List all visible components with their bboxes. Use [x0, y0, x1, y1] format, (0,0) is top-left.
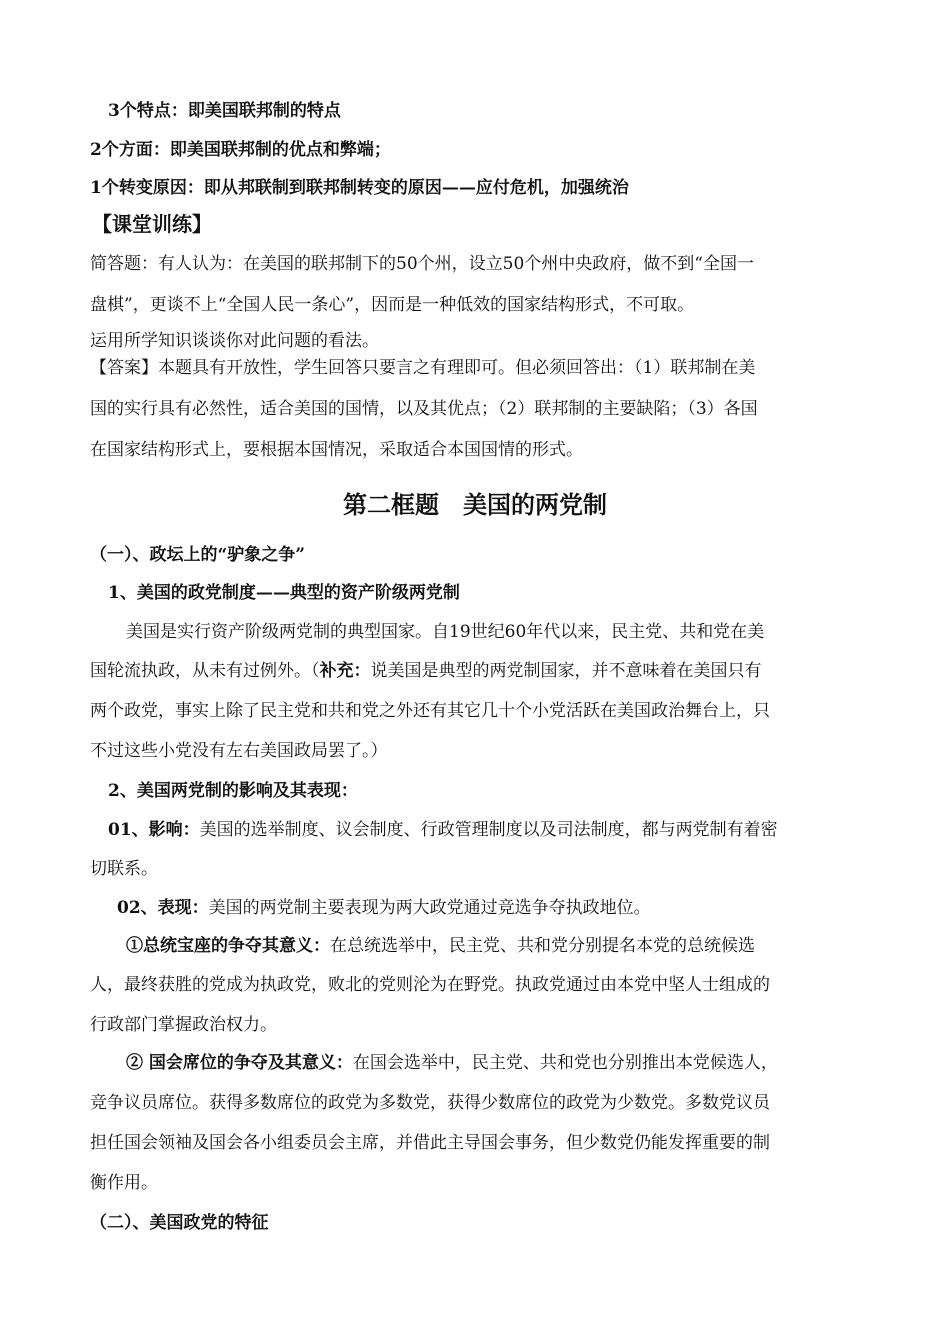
- supplement-label: 补充：: [319, 661, 371, 681]
- summary-point-2: 2个方面：即美国联邦制的优点和弊端；: [90, 140, 391, 160]
- impact-line-1: [108, 819, 778, 841]
- sub1-paragraph-line-3: 两个政党，事实上除了民主党和共和党之外还有其它几十个小党活跃在美国政治舞台上，只: [90, 701, 770, 721]
- part1-heading: （一）、政坛上的“驴象之争”: [90, 545, 306, 565]
- answer-line-3: 在国家结构形式上，要根据本国情况，采取适合本国国情的形式。: [90, 440, 583, 460]
- performance-line: [117, 897, 651, 919]
- sub1-paragraph-line-4: 不过这些小党没有左右美国政局罢了。）: [90, 741, 388, 761]
- sub2-heading: 2、美国两党制的影响及其表现：: [108, 781, 358, 801]
- item1-line-1: [126, 935, 755, 957]
- item1-label: ①总统宝座的争夺其意义：: [126, 936, 330, 956]
- impact-text: 美国的选举制度、议会制度、行政管理制度以及司法制度，都与两党制有着密: [199, 820, 778, 840]
- summary-point-1: 1个转变原因：即从邦联制到联邦制转变的原因——应付危机，加强统治: [90, 178, 629, 198]
- item1-text: 在总统选举中，民主党、共和党分别提名本党的总统候选: [330, 936, 755, 956]
- item1-line-3: 行政部门掌握政治权力。: [90, 1015, 277, 1035]
- question-line-2: 盘棋”，更谈不上“全国人民一条心”，因而是一种低效的国家结构形式，不可取。: [90, 295, 695, 315]
- training-heading: 【课堂训练】: [92, 212, 212, 236]
- part2-heading: （二）、美国政党的特征: [90, 1213, 269, 1233]
- sub1-paragraph-line-2: [90, 660, 762, 682]
- sub1-line2-text-a: 国轮流执政，从未有过例外。（: [90, 661, 320, 681]
- sub1-paragraph-line-1: 美国是实行资产阶级两党制的典型国家。自19世纪60年代以来，民主党、共和党在美: [126, 622, 765, 642]
- answer-line-1: 【答案】本题具有开放性，学生回答只要言之有理即可。但必须回答出：（1）联邦制在美: [90, 358, 756, 378]
- impact-label: 01、影响：: [108, 820, 200, 840]
- item2-line-2: 竞争议员席位。获得多数席位的政党为多数党，获得少数席位的政党为少数党。多数党议员: [90, 1093, 770, 1113]
- impact-line-2: 切联系。: [90, 859, 158, 879]
- item1-line-2: 人，最终获胜的党成为执政党，败北的党则沦为在野党。执政党通过由本党中坚人士组成的: [90, 975, 770, 995]
- item2-line-1: [126, 1052, 778, 1074]
- performance-label: 02、表现：: [117, 898, 209, 918]
- item2-label: ② 国会席位的争夺及其意义：: [126, 1053, 353, 1073]
- question-line-3: 运用所学知识谈谈你对此问题的看法。: [90, 331, 379, 351]
- sub1-line2-text-b: 说美国是典型的两党制国家，并不意味着在美国只有: [370, 661, 762, 681]
- section-title: 第二框题 美国的两党制: [343, 490, 607, 519]
- item2-line-4: 衡作用。: [90, 1173, 158, 1193]
- performance-text: 美国的两党制主要表现为两大政党通过竞选争夺执政地位。: [208, 898, 651, 918]
- answer-line-2: 国的实行具有必然性，适合美国的国情，以及其优点；（2）联邦制的主要缺陷；（3）各国: [90, 399, 758, 419]
- sub1-heading: 1、美国的政党制度——典型的资产阶级两党制: [108, 583, 460, 603]
- summary-point-3: 3个特点：即美国联邦制的特点: [108, 101, 341, 121]
- item2-line-3: 担任国会领袖及国会各小组委员会主席，并借此主导国会事务，但少数党仍能发挥重要的制: [90, 1133, 770, 1153]
- question-line-1: 简答题：有人认为：在美国的联邦制下的50个州，设立50个州中央政府，做不到“全国一: [90, 254, 754, 274]
- item2-text: 在国会选举中，民主党、共和党也分别推出本党候选人，: [352, 1053, 778, 1073]
